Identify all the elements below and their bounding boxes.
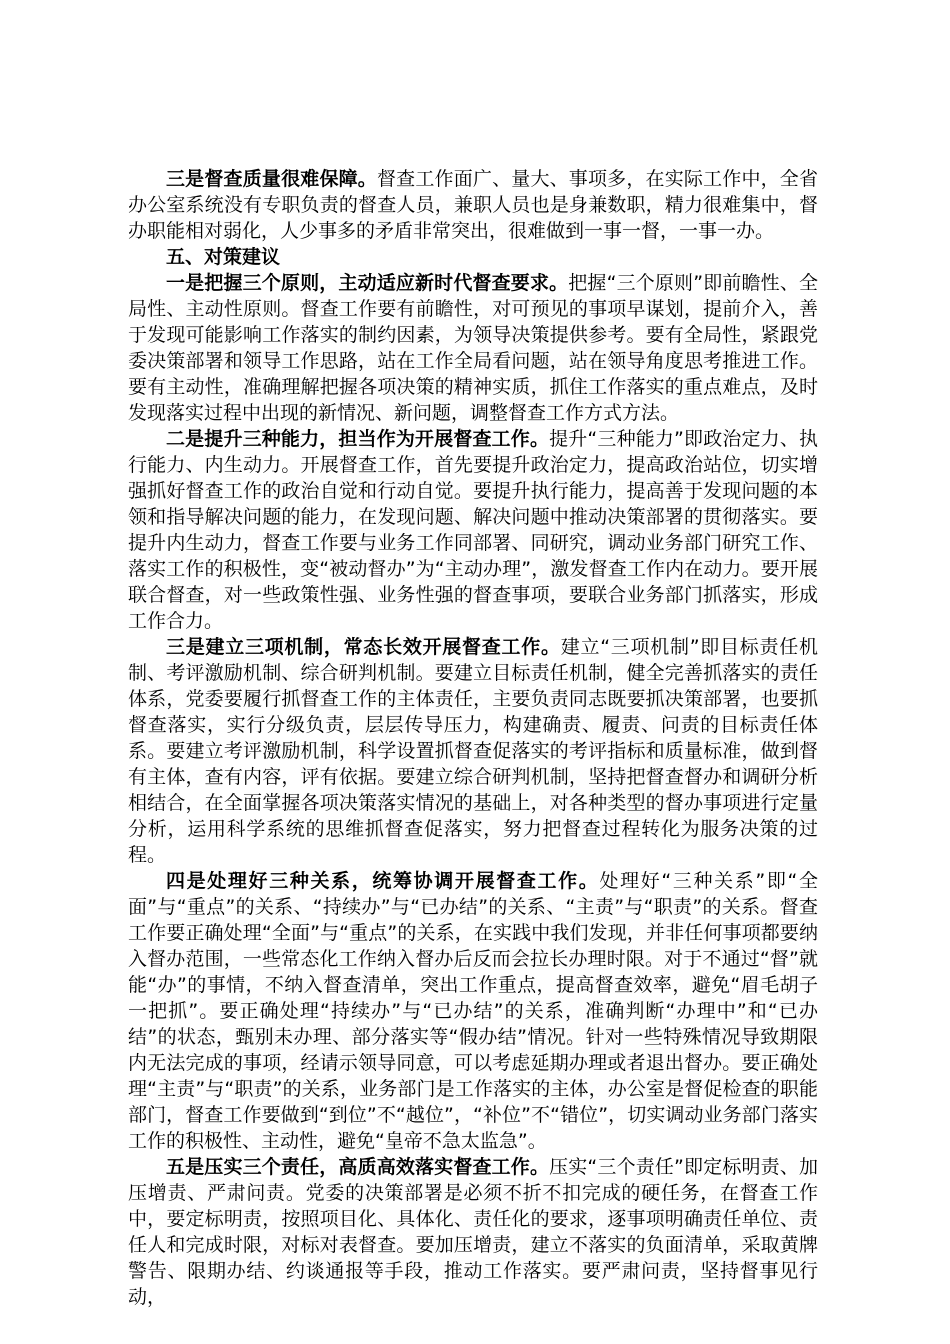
document-page bbox=[128, 166, 818, 1310]
section-heading: 五、对策建议 bbox=[166, 246, 281, 268]
paragraph-relations bbox=[128, 868, 818, 1154]
paragraph-lead: 二是提升三种能力，担当作为开展督查工作。 bbox=[166, 428, 550, 450]
paragraph-body: 建立“三项机制”即目标责任机制、考评激励机制、综合研判机制。要建立目标责任机制，健全完善抓落实的责任体系，党委要履行抓督查工作的主体责任，主要负责同志既要抓决策部署，也要抓督查落实，实行分级负责，层层传导压力，构建确责、履责、问责的目标责任体系。要建立考评激励机制，科学设置抓督查促落实的考评指标和质量标准，做到督有主体，查有内容，评有依据。要建立综合研判机制，坚持把督查督办和调研分析相结合，在全面掌握各项决策落实情况的基础上，对各种类型的督办事项进行定量分析，运用科学系统的思维抓督查促落实，努力把督查过程转化为服务决策的过程。 bbox=[128, 636, 818, 866]
paragraph-responsibilities bbox=[128, 1154, 818, 1310]
paragraph-abilities bbox=[128, 426, 818, 634]
paragraph-body: 把握“三个原则”即前瞻性、全局性、主动性原则。督查工作要有前瞻性，对可预见的事项早谋划，提前介入，善于发现可能影响工作落实的制约因素，为领导决策提供参考。要有全局性，紧跟党委决策部署和领导工作思路，站在工作全局看问题，站在领导角度思考推进工作。要有主动性，准确理解把握各项决策的精神实质，抓住工作落实的重点难点，及时发现落实过程中出现的新情况、新问题，调整督查工作方式方法。 bbox=[128, 272, 818, 424]
paragraph-quality bbox=[128, 166, 818, 244]
paragraph-principles bbox=[128, 270, 818, 426]
paragraph-lead: 一是把握三个原则，主动适应新时代督查要求。 bbox=[166, 272, 569, 294]
paragraph-lead: 三是建立三项机制，常态长效开展督查工作。 bbox=[166, 636, 561, 658]
paragraph-body: 压实“三个责任”即定标明责、加压增责、严肃问责。党委的决策部署是必须不折不扣完成的硬任务，在督查工作中，要定标明责，按照项目化、具体化、责任化的要求，逐事项明确责任单位、责任人和完成时限，对标对表督查。要加压增责，建立不落实的负面清单，采取黄牌警告、限期办结、约谈通报等手段，推动工作落实。要严肃问责，坚持督事见行动， bbox=[128, 1156, 818, 1308]
paragraph-lead: 四是处理好三种关系，统筹协调开展督查工作。 bbox=[166, 870, 600, 892]
paragraph-lead: 五是压实三个责任，高质高效落实督查工作。 bbox=[166, 1156, 550, 1178]
paragraph-body: 提升“三种能力”即政治定力、执行能力、内生动力。开展督查工作，首先要提升政治定力，提高政治站位，切实增强抓好督查工作的政治自觉和行动自觉。要提升执行能力，提高善于发现问题的本领和指导解决问题的能力，在发现问题、解决问题中推动决策部署的贯彻落实。要提升内生动力，督查工作要与业务工作同部署、同研究，调动业务部门研究工作、落实工作的积极性，变“被动督办”为“主动办理”，激发督查工作内在动力。要开展联合督查，对一些政策性强、业务性强的督查事项，要联合业务部门抓落实，形成工作合力。 bbox=[128, 428, 818, 632]
paragraph-body: 处理好“三种关系”即“全面”与“重点”的关系、“持续办”与“已办结”的关系、“主责”与“职责”的关系。督查工作要正确处理“全面”与“重点”的关系，在实践中我们发现，并非任何事项都要纳入督办范围，一些常态化工作纳入督办后反而会拉长办理时限。对于不通过“督”就能“办”的事情，不纳入督查清单，突出工作重点，提高督查效率，避免“眉毛胡子一把抓”。要正确处理“持续办”与“已办结”的关系，准确判断“办理中”和“已办结”的状态，甄别未办理、部分落实等“假办结”情况。针对一些特殊情况导致期限内无法完成的事项，经请示领导同意，可以考虑延期办理或者退出督办。要正确处理“主责”与“职责”的关系，业务部门是工作落实的主体，办公室是督促检查的职能部门，督查工作要做到“到位”不“越位”，“补位”不“错位”，切实调动业务部门落实工作的积极性、主动性，避免“皇帝不急太监急”。 bbox=[128, 870, 818, 1152]
paragraph-body: 督查工作面广、量大、事项多，在实际工作中，全省办公室系统没有专职负责的督查人员，兼职人员也是身兼数职，精力很难集中，督办职能相对弱化，人少事多的矛盾非常突出，很难做到一事一督，一事一办。 bbox=[128, 168, 818, 242]
paragraph-lead: 三是督查质量很难保障。 bbox=[166, 168, 377, 190]
paragraph-mechanisms bbox=[128, 634, 818, 868]
